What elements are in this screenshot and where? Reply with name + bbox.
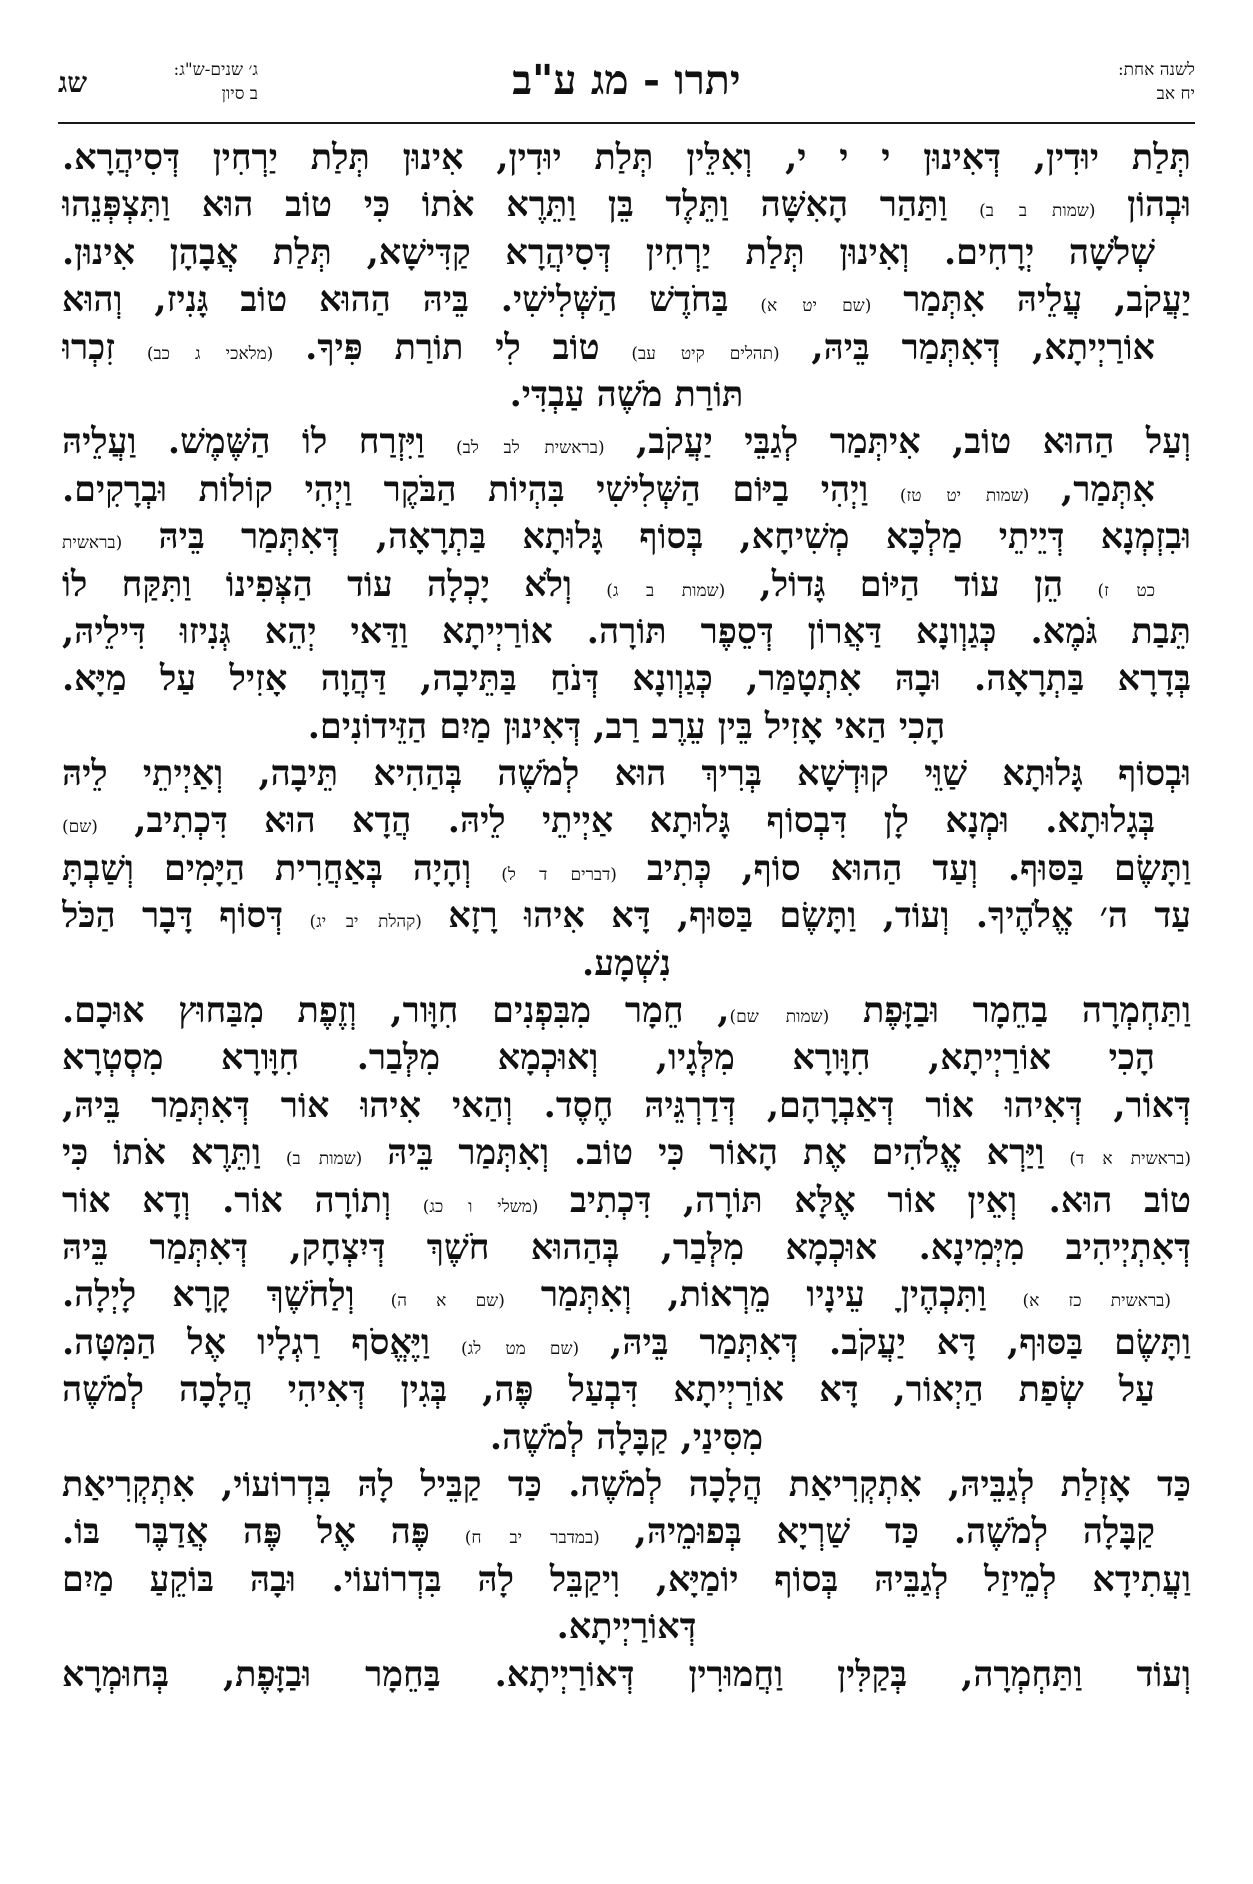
text-line: וּבְהוֹן (שמות ב ב) וַתַּהַר הָאִשָּׁה וַתֵּלֶד בֵּן וַתֵּרֶא אֹתוֹ כִּי טוֹב הוּא וַתִּצְפְּנֵהוּ xyxy=(62,184,1191,226)
text-line: כט ז) הֵן עוֹד הַיּוֹם גָּדוֹל, (שמות ב ג) וְלֹא יָכְלָה עוֹד הַצְּפִינוֹ וַתִּקַּח לוֹ xyxy=(62,563,1156,605)
text-line: הָכִי הַאי אָזִיל בֵּין עֵרֶב רַב, דְּאִינוּן מַיִם הַזֵּידוֹנִים. xyxy=(307,705,946,747)
source-reference: (שמות ב ב) xyxy=(979,201,1096,222)
source-reference: (משלי ו כג) xyxy=(422,1196,539,1217)
text-line: וּבְסוֹף גָּלוּתָא שַׁוֵּי קוּדְשָׁא בְּרִיךְ הוּא לְמֹשֶׁה בְּהַהִיא תֵּיבָה, וְאַיְיתֵי לֵיהּ xyxy=(62,753,1191,795)
source-reference: (קהלת יב יג) xyxy=(309,912,422,933)
source-reference: (שמות יט טז) xyxy=(899,485,1030,506)
source-reference: (שמות ב) xyxy=(285,1149,363,1170)
text-line: אִתְּמַר, (שמות יט טז) וַיְהִי בַיּוֹם הַשְּׁלִישִׁי בִּהְיוֹת הַבֹּקֶר וַיְהִי קוֹלוֹת וּבְרָקִים. xyxy=(62,468,1155,510)
source-reference: (בראשית כז א) xyxy=(1022,1291,1171,1312)
text-line: בְּדָרָא בַּתְרָאָה. וּבָהּ אִתְטָמַּר, כְּגַוְונָא דְּנֹחַ בַּתֵּיבָה, דַּהֲוָה אָזִיל עַל מַיָּא. xyxy=(62,658,1191,700)
source-reference: כט ז) xyxy=(1097,580,1156,601)
text-line: דְּאוֹר, דְּאִיהוּ אוֹר דְּאַבְרָהָם, דְּדַרְגֵּיהּ חֶסֶד. וְהַאי אִיהוּ אוֹר דְּאִתְּמַר בֵּיהּ, xyxy=(62,1084,1191,1126)
three-year-label: ג׳ שנים-ש"ג: xyxy=(173,60,258,80)
source-reference: (מלאכי ג כב) xyxy=(146,343,274,364)
text-line: נִשְׁמָע. xyxy=(582,942,671,984)
running-header xyxy=(58,52,1195,124)
text-line: שְׁלֹשָׁה יְרָחִים. וְאִינוּן תְּלַת יַרְחִין דְּסִיהֲרָא קַדִּישָׁא, תְּלַת אֲבָהָן אִינוּן. xyxy=(62,231,1155,273)
text-line: וַעֲתִידָא לְמֵיזַל לְגַבֵּיהּ בְּסוֹף יוֹמַיָּא, וִיקַבֵּל לָהּ בִּדְרוֹעוֹי. וּבָהּ בּוֹקֵעַ מַיִם xyxy=(62,1558,1191,1600)
source-reference: (בראשית xyxy=(62,533,123,554)
source-reference: (שמות שם) xyxy=(729,1007,830,1028)
text-line: טוֹב הוּא. וְאֵין אוֹר אֶלָּא תּוֹרָה, דִּכְתִיב (משלי ו כג) וְתוֹרָה אוֹר. וְדָא אוֹר xyxy=(62,1179,1191,1221)
text-line: וַתָּשֶׂם בַּסּוּף. וְעַד הַהוּא סוֹף, כְּתִיב (דברים ד ל) וְהָיָה בְּאַחֲרִית הַיָּמִים וְשַׁבְתָּ xyxy=(62,847,1191,889)
source-reference: (שם מט לג) xyxy=(460,1338,580,1359)
text-line: (בראשית כז א) וַתִּכְהֶיןָ עֵינָיו מֵרְאוֹת, וְאִתְּמַר (שם א ה) וְלַחֹשֶׁךְ קָרָא לָיְלָה. xyxy=(62,1274,1171,1316)
text-line: וְעוֹד וַתַּחְמְרָה, בְּקַלִּין וַחֲמוּרִין דְּאוֹרַיְיתָא. בַּחֵמָר וּבַזָּפֶת, בְּחוּמְרָא xyxy=(62,1653,1191,1695)
source-reference: (שמות ב ג) xyxy=(606,580,726,601)
text-line: תְּלַת יוּדִין, דְּאִינוּן י י י, וְאִלֵּין תְּלַת יוּדִין, אִינוּן תְּלַת יַרְחִין דְּסִיהֲרָא. xyxy=(62,137,1191,178)
source-reference: (תהלים קיט עב) xyxy=(631,343,780,364)
text-line: תּוֹרַת מֹשֶׁה עַבְדִּי. xyxy=(509,373,744,415)
one-year-date: יח אב xyxy=(1156,84,1195,104)
three-year-schedule xyxy=(58,58,258,110)
text-line: דְּאִתְיְיהִיב מִיְּמִינָא. אוּכְמָא מִלְּבַר, בְּהַהוּא חֹשֶׁךְ דְּיִצְחָק, דְּאִתְּמַר בֵּיהּ xyxy=(62,1226,1191,1268)
source-reference: (שם יט א) xyxy=(760,296,872,317)
text-line: וַתָּשֶׂם בַּסּוּף, דָּא יַעֲקֹב. דְּאִתְּמַר בֵּיהּ, (שם מט לג) וַיֶּאֱסֹף רַגְלָיו אֶל הַמִּטָּה. xyxy=(62,1321,1191,1363)
text-line: הָכִי אוֹרַיְיתָא, חִוָּורָא מִלְּגָיו, וְאוּכְמָא מִלְּבַר. חִוָּורָא מִסְטְרָא xyxy=(62,1037,1155,1079)
text-line: אוֹרַיְיתָא, דְּאִתְּמַר בֵּיהּ, (תהלים קיט עב) טוֹב לִי תוֹרַת פִּיךָ. (מלאכי ג כב) זִכְרוּ xyxy=(62,326,1156,368)
text-line: קַבָּלָה לְמֹשֶׁה. כַּד שַׁרְיָא בְּפוּמֵיהּ, (במדבר יב ח) פֶּה אֶל פֶּה אֲדַבֶּר בּוֹ. xyxy=(62,1511,1155,1553)
source-reference: (במדבר יב ח) xyxy=(464,1528,600,1549)
source-reference: (בראשית לב לב) xyxy=(456,438,605,459)
text-line: תֵּבַת גֹּמֶא. כְּגַוְונָא דַּאֲרוֹן דְּסֵפֶר תּוֹרָה. אוֹרַיְיתָא וַדַּאי יְהֵא גְּנִיזוּ דִּילֵיהּ, xyxy=(62,610,1191,652)
text-line: עַל שְׂפַת הַיְאוֹר, דָּא אוֹרַיְיתָא דִּבְעַל פֶּה, בְּגִין דְּאִיהִי הֲלָכָה לְמֹשֶׁה xyxy=(62,1369,1155,1411)
text-line: וַתַּחְמְרָה בַחֵמָר וּבַזָּפֶת (שמות שם), חֵמָר מִבִּפְנִים חִוָּור, וְזֶפֶת מִבַּחוּץ אוּכָם. xyxy=(62,990,1191,1032)
source-reference: (דברים ד ל) xyxy=(501,864,617,885)
source-reference: (שם) xyxy=(62,817,98,838)
source-reference: (שם א ה) xyxy=(390,1291,505,1312)
text-line: כַּד אָזְלַת לְגַבֵּיהּ, אִתְקְרִיאַת הֲלָכָה לְמֹשֶׁה. כַּד קַבֵּיל לָהּ בִּדְרוֹעוֹי, אִתְקְרִיאַת xyxy=(62,1463,1191,1505)
text-line: בְּגָלוּתָא. וּמְנָא לָן דִּבְסוֹף גָּלוּתָא אַיְיתֵי לֵיהּ. הֲדָא הוּא דִּכְתִיב, (שם) xyxy=(62,800,1155,842)
one-year-label: לשנה אחת: xyxy=(1117,60,1195,80)
page-title: יתרו - מג ע"ב xyxy=(512,56,741,104)
source-reference: (בראשית א ד) xyxy=(1069,1149,1191,1170)
text-line: יַעֲקֹב, עֲלֵיהּ אִתְּמַר (שם יט א) בַּחֹדֶשׁ הַשְּׁלִישִׁי. בֵּיהּ הַהוּא טוֹב גָּנִיז, וְהוּא xyxy=(62,279,1191,321)
body-text xyxy=(62,134,1191,1698)
text-line: וּבִזְמְנָא דְּיֵיתֵי מַלְכָּא מְשִׁיחָא, בְּסוֹף גָּלוּתָא בַּתְרָאָה, דְּאִתְּמַר בֵּיהּ (בראשית xyxy=(62,516,1191,558)
text-line: עַד ה׳ אֱלֹהֶיךָ. וְעוֹד, וַתָּשֶׂם בַּסּוּף, דָּא אִיהוּ רָזָא (קהלת יב יג) דְּסוֹף דָּבָר הַכֹּל xyxy=(62,895,1191,937)
text-line: דְּאוֹרַיְיתָא. xyxy=(556,1606,697,1648)
text-line: מִסִּינַי, קַבָּלָה לְמֹשֶׁה. xyxy=(489,1416,764,1458)
three-year-date: ב סיון xyxy=(221,84,258,104)
text-line: וְעַל הַהוּא טוֹב, אִיתְּמַר לְגַבֵּי יַעֲקֹב, (בראשית לב לב) וַיִּזְרַח לוֹ הַשֶּׁמֶשׁ. וַעֲלֵיהּ xyxy=(62,421,1191,463)
text-line: (בראשית א ד) וַיַּרְא אֱלֹהִים אֶת הָאוֹר כִּי טוֹב. וְאִתְּמַר בֵּיהּ (שמות ב) וַתֵּרֶא אֹתוֹ כִּי xyxy=(62,1132,1191,1174)
folio-number: שג xyxy=(58,66,88,99)
